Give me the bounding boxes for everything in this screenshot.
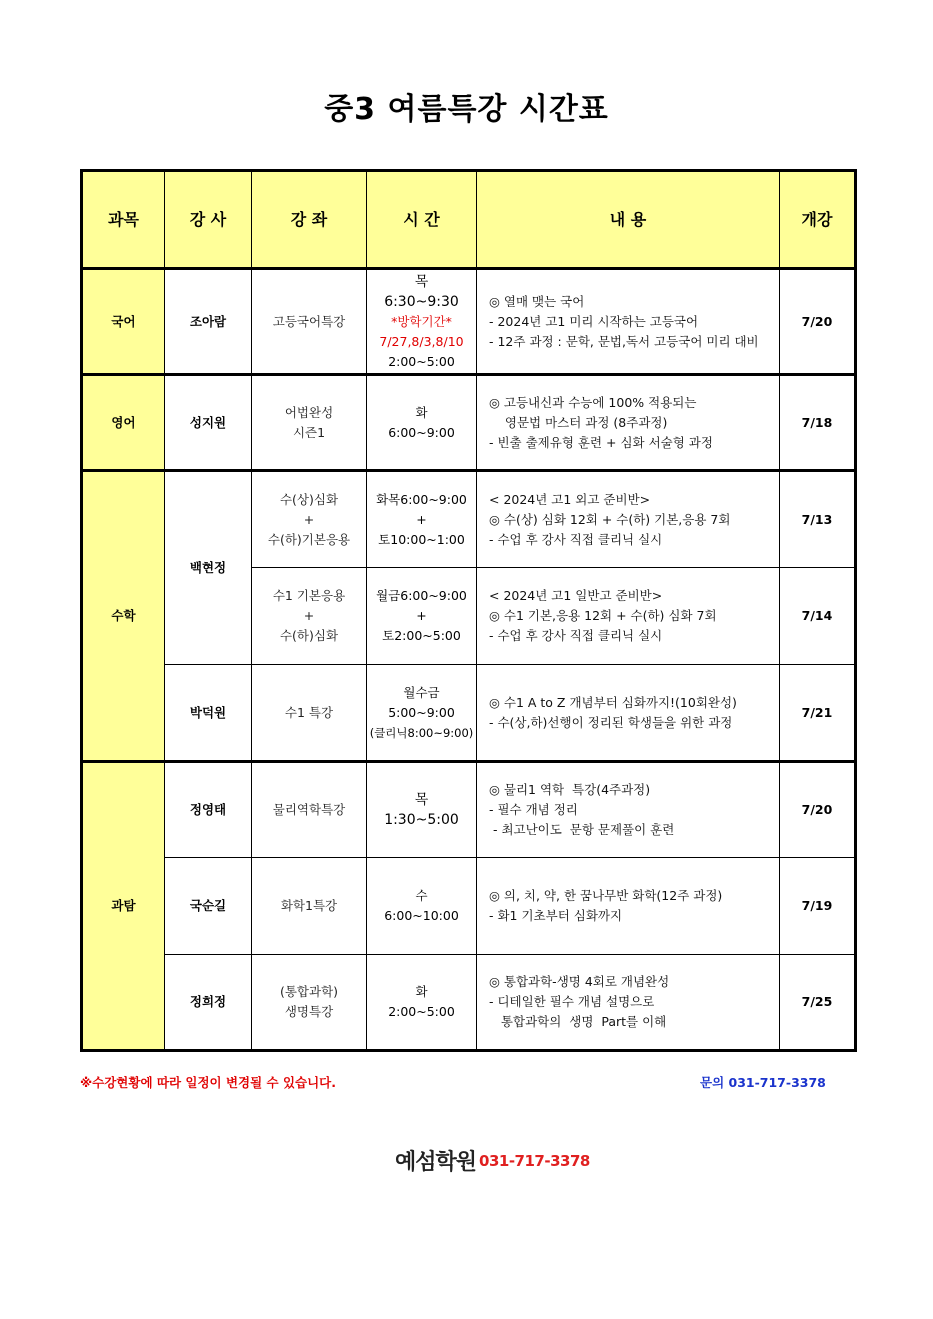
content-line: - 수업 후 강사 직접 클리닉 실시 xyxy=(489,531,663,547)
logo-name: 예섬학원 xyxy=(395,1149,477,1175)
header-subject: 과목 xyxy=(82,171,165,269)
time-line: 수 xyxy=(415,888,428,903)
table-row xyxy=(82,471,856,568)
course-line: 수(하)기본응용 xyxy=(267,531,351,547)
header-open: 개강 xyxy=(780,171,856,269)
teacher-cell: 성지원 xyxy=(165,375,252,471)
content-cell xyxy=(477,665,780,762)
subject-cell: 국어 xyxy=(82,269,165,375)
content-cell xyxy=(477,568,780,665)
time-line: 목 xyxy=(414,792,429,808)
content-line: ◎ 수1 기본,응용 12회 + 수(하) 심화 7회 xyxy=(489,608,717,623)
header-content: 내 용 xyxy=(477,171,780,269)
time-line: + xyxy=(416,608,427,623)
teacher-cell: 백현정 xyxy=(165,471,252,665)
course-line: 수1 기본응용 xyxy=(272,588,346,603)
course-line: 수(상)심화 xyxy=(279,491,339,507)
content-line: ◎ 의, 치, 약, 한 꿈나무반 화학(12주 과정) xyxy=(489,888,723,903)
time-cell xyxy=(367,665,477,762)
course-line: 물리역학특강 xyxy=(272,802,346,817)
time-cell xyxy=(367,762,477,858)
teacher-cell: 정영태 xyxy=(165,762,252,858)
schedule-table xyxy=(80,169,857,1052)
time-line: 화 xyxy=(415,404,428,420)
time-line: 6:00~9:00 xyxy=(388,424,455,440)
header-course: 강 좌 xyxy=(252,171,367,269)
subject-cell: 과탐 xyxy=(82,762,165,1051)
time-cell xyxy=(367,471,477,568)
time-cell xyxy=(367,955,477,1051)
time-cell xyxy=(367,568,477,665)
course-cell xyxy=(252,568,367,665)
contact-phone: 문의 031-717-3378 xyxy=(700,1075,826,1090)
open-date-cell: 7/20 xyxy=(780,762,856,858)
open-date-cell: 7/19 xyxy=(780,858,856,955)
content-cell xyxy=(477,762,780,858)
academy-logo xyxy=(395,1145,590,1176)
content-line: 통합과학의 생명 Part를 이해 xyxy=(489,1014,667,1029)
page-title: 중3 여름특강 시간표 xyxy=(324,92,609,127)
content-line: - 12주 과정 : 문학, 문법,독서 고등국어 미리 대비 xyxy=(489,333,759,349)
course-cell xyxy=(252,762,367,858)
time-line: 2:00~5:00 xyxy=(388,1004,455,1019)
time-line: 목 xyxy=(414,273,429,290)
course-line: 생명특강 xyxy=(284,1004,334,1019)
content-line: - 2024년 고1 미리 시작하는 고등국어 xyxy=(489,313,699,329)
course-cell xyxy=(252,665,367,762)
content-line: ◎ 통합과학-생명 4회로 개념완성 xyxy=(489,974,670,989)
time-line: 6:00~10:00 xyxy=(384,908,459,923)
course-cell xyxy=(252,858,367,955)
course-line: 고등국어특강 xyxy=(272,313,346,329)
content-line: < 2024년 고1 외고 준비반> xyxy=(489,491,651,507)
time-line: 6:30~9:30 xyxy=(384,293,459,310)
open-date-cell: 7/14 xyxy=(780,568,856,665)
time-cell xyxy=(367,375,477,471)
time-line: 5:00~9:00 xyxy=(388,704,455,720)
time-line: 토2:00~5:00 xyxy=(382,628,461,643)
teacher-cell: 박덕원 xyxy=(165,665,252,762)
time-line: 화목6:00~9:00 xyxy=(376,491,467,507)
course-cell xyxy=(252,955,367,1051)
open-date-cell: 7/20 xyxy=(780,269,856,375)
content-line: ◎ 열매 맺는 국어 xyxy=(489,293,585,309)
content-cell xyxy=(477,269,780,375)
time-cell xyxy=(367,858,477,955)
content-line: - 빈출 출제유형 훈련 + 심화 서술형 과정 xyxy=(489,434,713,450)
time-cell xyxy=(367,269,477,375)
header-time: 시 간 xyxy=(367,171,477,269)
teacher-cell: 정희정 xyxy=(165,955,252,1051)
course-line: 어법완성 xyxy=(284,404,334,420)
table-row xyxy=(82,269,856,375)
course-cell xyxy=(252,269,367,375)
course-line: 수1 특강 xyxy=(284,704,334,720)
time-line: 토10:00~1:00 xyxy=(378,531,465,547)
course-line: 화학1특강 xyxy=(280,898,338,913)
course-line: + xyxy=(303,511,315,527)
course-line: (통합과학) xyxy=(279,984,339,999)
content-cell xyxy=(477,471,780,568)
time-line: 1:30~5:00 xyxy=(384,812,459,828)
course-line: 시즌1 xyxy=(292,424,326,440)
content-line: ◎ 고등내신과 수능에 100% 적용되는 xyxy=(489,394,697,410)
content-line: ◎ 수(상) 심화 12회 + 수(하) 기본,응용 7회 xyxy=(489,511,731,527)
content-line: - 최고난이도 문항 문제풀이 훈련 xyxy=(489,822,675,837)
time-line: 월금6:00~9:00 xyxy=(376,588,467,603)
logo-phone: 031-717-3378 xyxy=(479,1151,590,1170)
content-line: ◎ 수1 A to Z 개념부터 심화까지!(10회완성) xyxy=(489,694,737,710)
table-row xyxy=(82,665,856,762)
subject-cell: 영어 xyxy=(82,375,165,471)
open-date-cell: 7/13 xyxy=(780,471,856,568)
content-line: - 수(상,하)선행이 정리된 학생들을 위한 과정 xyxy=(489,714,733,730)
vacation-dates: 7/27,8/3,8/10 xyxy=(379,333,464,349)
open-date-cell: 7/25 xyxy=(780,955,856,1051)
time-line: 2:00~5:00 xyxy=(388,353,455,369)
open-date-cell: 7/18 xyxy=(780,375,856,471)
course-cell xyxy=(252,471,367,568)
teacher-cell: 국순길 xyxy=(165,858,252,955)
table-row xyxy=(82,762,856,858)
time-line: (클리닉8:00~9:00) xyxy=(369,725,474,740)
vacation-label: *방학기간* xyxy=(391,313,452,329)
content-line: - 화1 기초부터 심화까지 xyxy=(489,908,623,923)
content-cell xyxy=(477,858,780,955)
table-header-row xyxy=(82,171,856,269)
course-line: + xyxy=(303,608,315,623)
content-line: 영문법 마스터 과정 (8주과정) xyxy=(489,414,668,430)
course-cell xyxy=(252,375,367,471)
table-row xyxy=(82,955,856,1051)
time-line: 화 xyxy=(415,984,428,999)
content-cell xyxy=(477,955,780,1051)
course-line: 수(하)심화 xyxy=(279,628,339,643)
teacher-cell: 조아람 xyxy=(165,269,252,375)
open-date-cell: 7/21 xyxy=(780,665,856,762)
time-line: 월수금 xyxy=(403,684,440,700)
content-line: < 2024년 고1 일반고 준비반> xyxy=(489,588,663,603)
schedule-change-notice: ※수강현황에 따라 일정이 변경될 수 있습니다. xyxy=(80,1075,337,1090)
table-row xyxy=(82,858,856,955)
table-row xyxy=(82,375,856,471)
header-teacher: 강 사 xyxy=(165,171,252,269)
content-line: ◎ 물리1 역학 특강(4주과정) xyxy=(489,782,651,797)
subject-cell: 수학 xyxy=(82,471,165,762)
content-cell xyxy=(477,375,780,471)
content-line: - 디테일한 필수 개념 설명으로 xyxy=(489,994,655,1009)
content-line: - 필수 개념 정리 xyxy=(489,802,578,817)
content-line: - 수업 후 강사 직접 클리닉 실시 xyxy=(489,628,663,643)
time-line: + xyxy=(416,511,427,527)
